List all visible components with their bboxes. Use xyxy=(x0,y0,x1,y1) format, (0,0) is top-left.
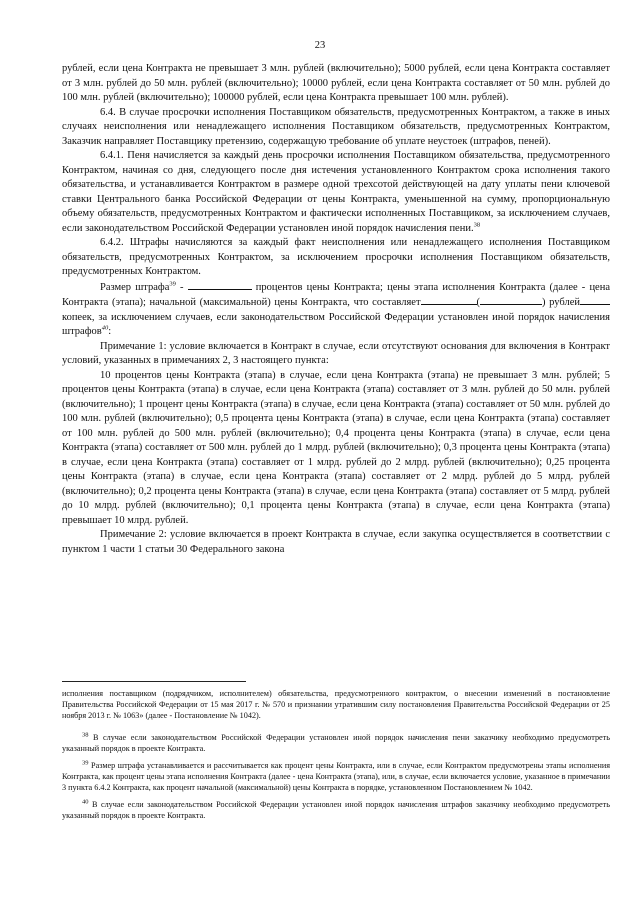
fine-size-label: Размер штрафа xyxy=(100,281,170,293)
footnote-ref-39[interactable]: 39 xyxy=(169,280,176,287)
footnote-39 xyxy=(62,760,610,793)
footnote-38-number: 38 xyxy=(82,731,89,739)
footnote-40 xyxy=(62,799,610,821)
footnote-ref-38[interactable]: 38 xyxy=(473,221,481,228)
note-1-rates: 10 процентов цены Контракта (этапа) в случае, если цена Контракта (этапа) не превышает 3 млн. рублей; 5 процентов цены Контракта (этапа) в случае, если цена Контракта (этапа) составляет от 3 млн. рублей до 50 млн. рублей (включительно); 1 процент цены Контракта (этапа) в случае, если цена Контракта (этапа) составляет от 50 млн. рублей до 100 млн. рублей (включительно); 0,5 процента цены Контракта (этапа) в случае, если цена Контракта (этапа) составляет от 100 млн. рублей до 500 млн. рублей (включительно); 0,4 процента цены Контракта (этапа) в случае, если цена Контракта (этапа) составляет от 500 млн. рублей до 1 млрд. рублей (включительно); 0,3 процента цены Контракта (этапа) в случае, если цена Контракта (этапа) составляет от 1 млрд. рублей до 2 млрд. рублей (включительно); 0,25 процента цены Контракта (этапа) в случае, если цена Контракта (этапа) составляет от 2 млрд. рублей до 5 млрд. рублей (включительно); 0,2 процента цены Контракта (этапа) в случае, если цена Контракта (этапа) составляет от 5 млрд. рублей до 10 млрд. рублей (включительно); 0,1 процента цены Контракта (этапа) в случае, если цена Контракта (этапа) превышает 10 млрд. рублей. xyxy=(62,369,610,526)
footnote-ref-40-number: 40 xyxy=(101,324,109,332)
footnote-39-text: Размер штрафа устанавливается и рассчитывается как процент цены Контракта, или в случае, если Контрактом предусмотрены этапы исполнения Контракта, как процент цены этапа исполнения Контракта (далее - цена Контракта (этапа), или, в случае, если включается условие, указанное в примечании 3 пункта 6.4.2 Контракта, как процент начальной (максимальной) цены Контракта в порядке, установленном Постановлением № 1042. xyxy=(62,761,610,792)
fine-size-exception-text: копеек, за исключением случаев, если законодательством Российской Федерации установлен иной порядок начисления штрафов xyxy=(62,311,610,337)
footnote-38-text: В случае если законодательством Российской Федерации установлен иной порядок начисления пени заказчику необходимо предусмотреть указанный порядок в проекте Контракта. xyxy=(62,733,610,753)
footnotes xyxy=(62,688,610,821)
fine-percent-blank[interactable] xyxy=(188,280,252,290)
paragraph-fine-size xyxy=(62,280,610,340)
note-2: Примечание 2: условие включается в проект Контракта в случае, если закупка осуществляется в соответствии с пунктом 1 части 1 статьи 30 Федерального закона xyxy=(62,529,610,555)
amount-words-blank[interactable] xyxy=(480,295,542,305)
kopecks-blank[interactable] xyxy=(580,295,610,305)
footnote-40-text: В случае если законодательством Российской Федерации установлен иной порядок начисления штрафов заказчику необходимо предусмотреть указанный порядок в проекте Контракта. xyxy=(62,800,610,820)
paragraph-6-4-2: 6.4.2. Штрафы начисляются за каждый факт неисполнения или ненадлежащего исполнения Поставщиком обязательств, предусмотренных Контрактом, за исключением просрочки исполнения Поставщиком обязательств, предусмотренных Контрактом. xyxy=(62,237,610,277)
footnote-39-number: 39 xyxy=(82,759,89,767)
fine-size-text: процентов цены Контракта; цены этапа исполнения Контракта (далее - цена Контракта (этапа); начальной (максимальной) цены Контракта, что составляет xyxy=(62,281,611,308)
note-1: Примечание 1: условие включается в Контракт в случае, если отсутствуют основания для включения в Контракт условий, указанных в примечаниях 2, 3 настоящего пункта: xyxy=(62,340,610,366)
colon: : xyxy=(108,326,112,337)
footnote-38 xyxy=(62,732,610,754)
paragraph-penalty-amounts-continued: рублей, если цена Контракта не превышает 3 млн. рублей (включительно); 5000 рублей, если цена Контракта составляет от 3 млн. рублей до 50 млн. рублей (включительно); 10000 рублей, если цена Контракта составляет от 50 млн. рублей до 100 млн. рублей (включительно); 100000 рублей, если цена Контракта превышает 100 млн. рублей). xyxy=(62,63,610,103)
amount-figures-blank[interactable] xyxy=(421,295,477,305)
paragraph-6-4-1 xyxy=(62,149,610,236)
footnote-40-number: 40 xyxy=(82,798,89,806)
rubles-label: ) рублей xyxy=(542,297,580,308)
footnote-continued: исполнения поставщиком (подрядчиком, исполнителем) обязательства, предусмотренного контрактом, о внесении изменений в постановление Правительства Российской Федерации от 15 мая 2017 г. № 570 и признании утратившим силу постановления Правительства Российской Федерации от 25 ноября 2013 г. № 1063» (далее - Постановление № 1042). xyxy=(62,689,610,720)
contract-body xyxy=(62,62,610,557)
paragraph-6-4: 6.4. В случае просрочки исполнения Поставщиком обязательств, предусмотренных Контрактом, а также в иных случаях неисполнения или ненадлежащего исполнения Поставщиком обязательств, предусмотренных Контрактом, Заказчик направляет Поставщику претензию, содержащую требование об уплате неустоек (штрафов, пеней). xyxy=(62,106,610,147)
fine-size-dash: - xyxy=(175,281,188,293)
footnote-divider xyxy=(62,681,246,682)
page-number: 23 xyxy=(314,40,326,51)
open-paren: ( xyxy=(476,297,481,308)
paragraph-6-4-1-text: 6.4.1. Пеня начисляется за каждый день просрочки исполнения Поставщиком обязательства, предусмотренного Контрактом, начиная со дня, следующего после дня истечения установленного Контрактом срока исполнения такого обязательства, и устанавливается Контрактом в размере одной трехсотой действующей на дату уплаты пени ключевой ставки Центрального банка Российской Федерации от цены Контракта, уменьшенной на сумму, пропорциональную объему обязательств, предусмотренных Контрактом и фактически исполненных Поставщиком, за исключением случаев, если законодательством Российской Федерации установлен иной порядок начисления пени. xyxy=(62,150,610,234)
